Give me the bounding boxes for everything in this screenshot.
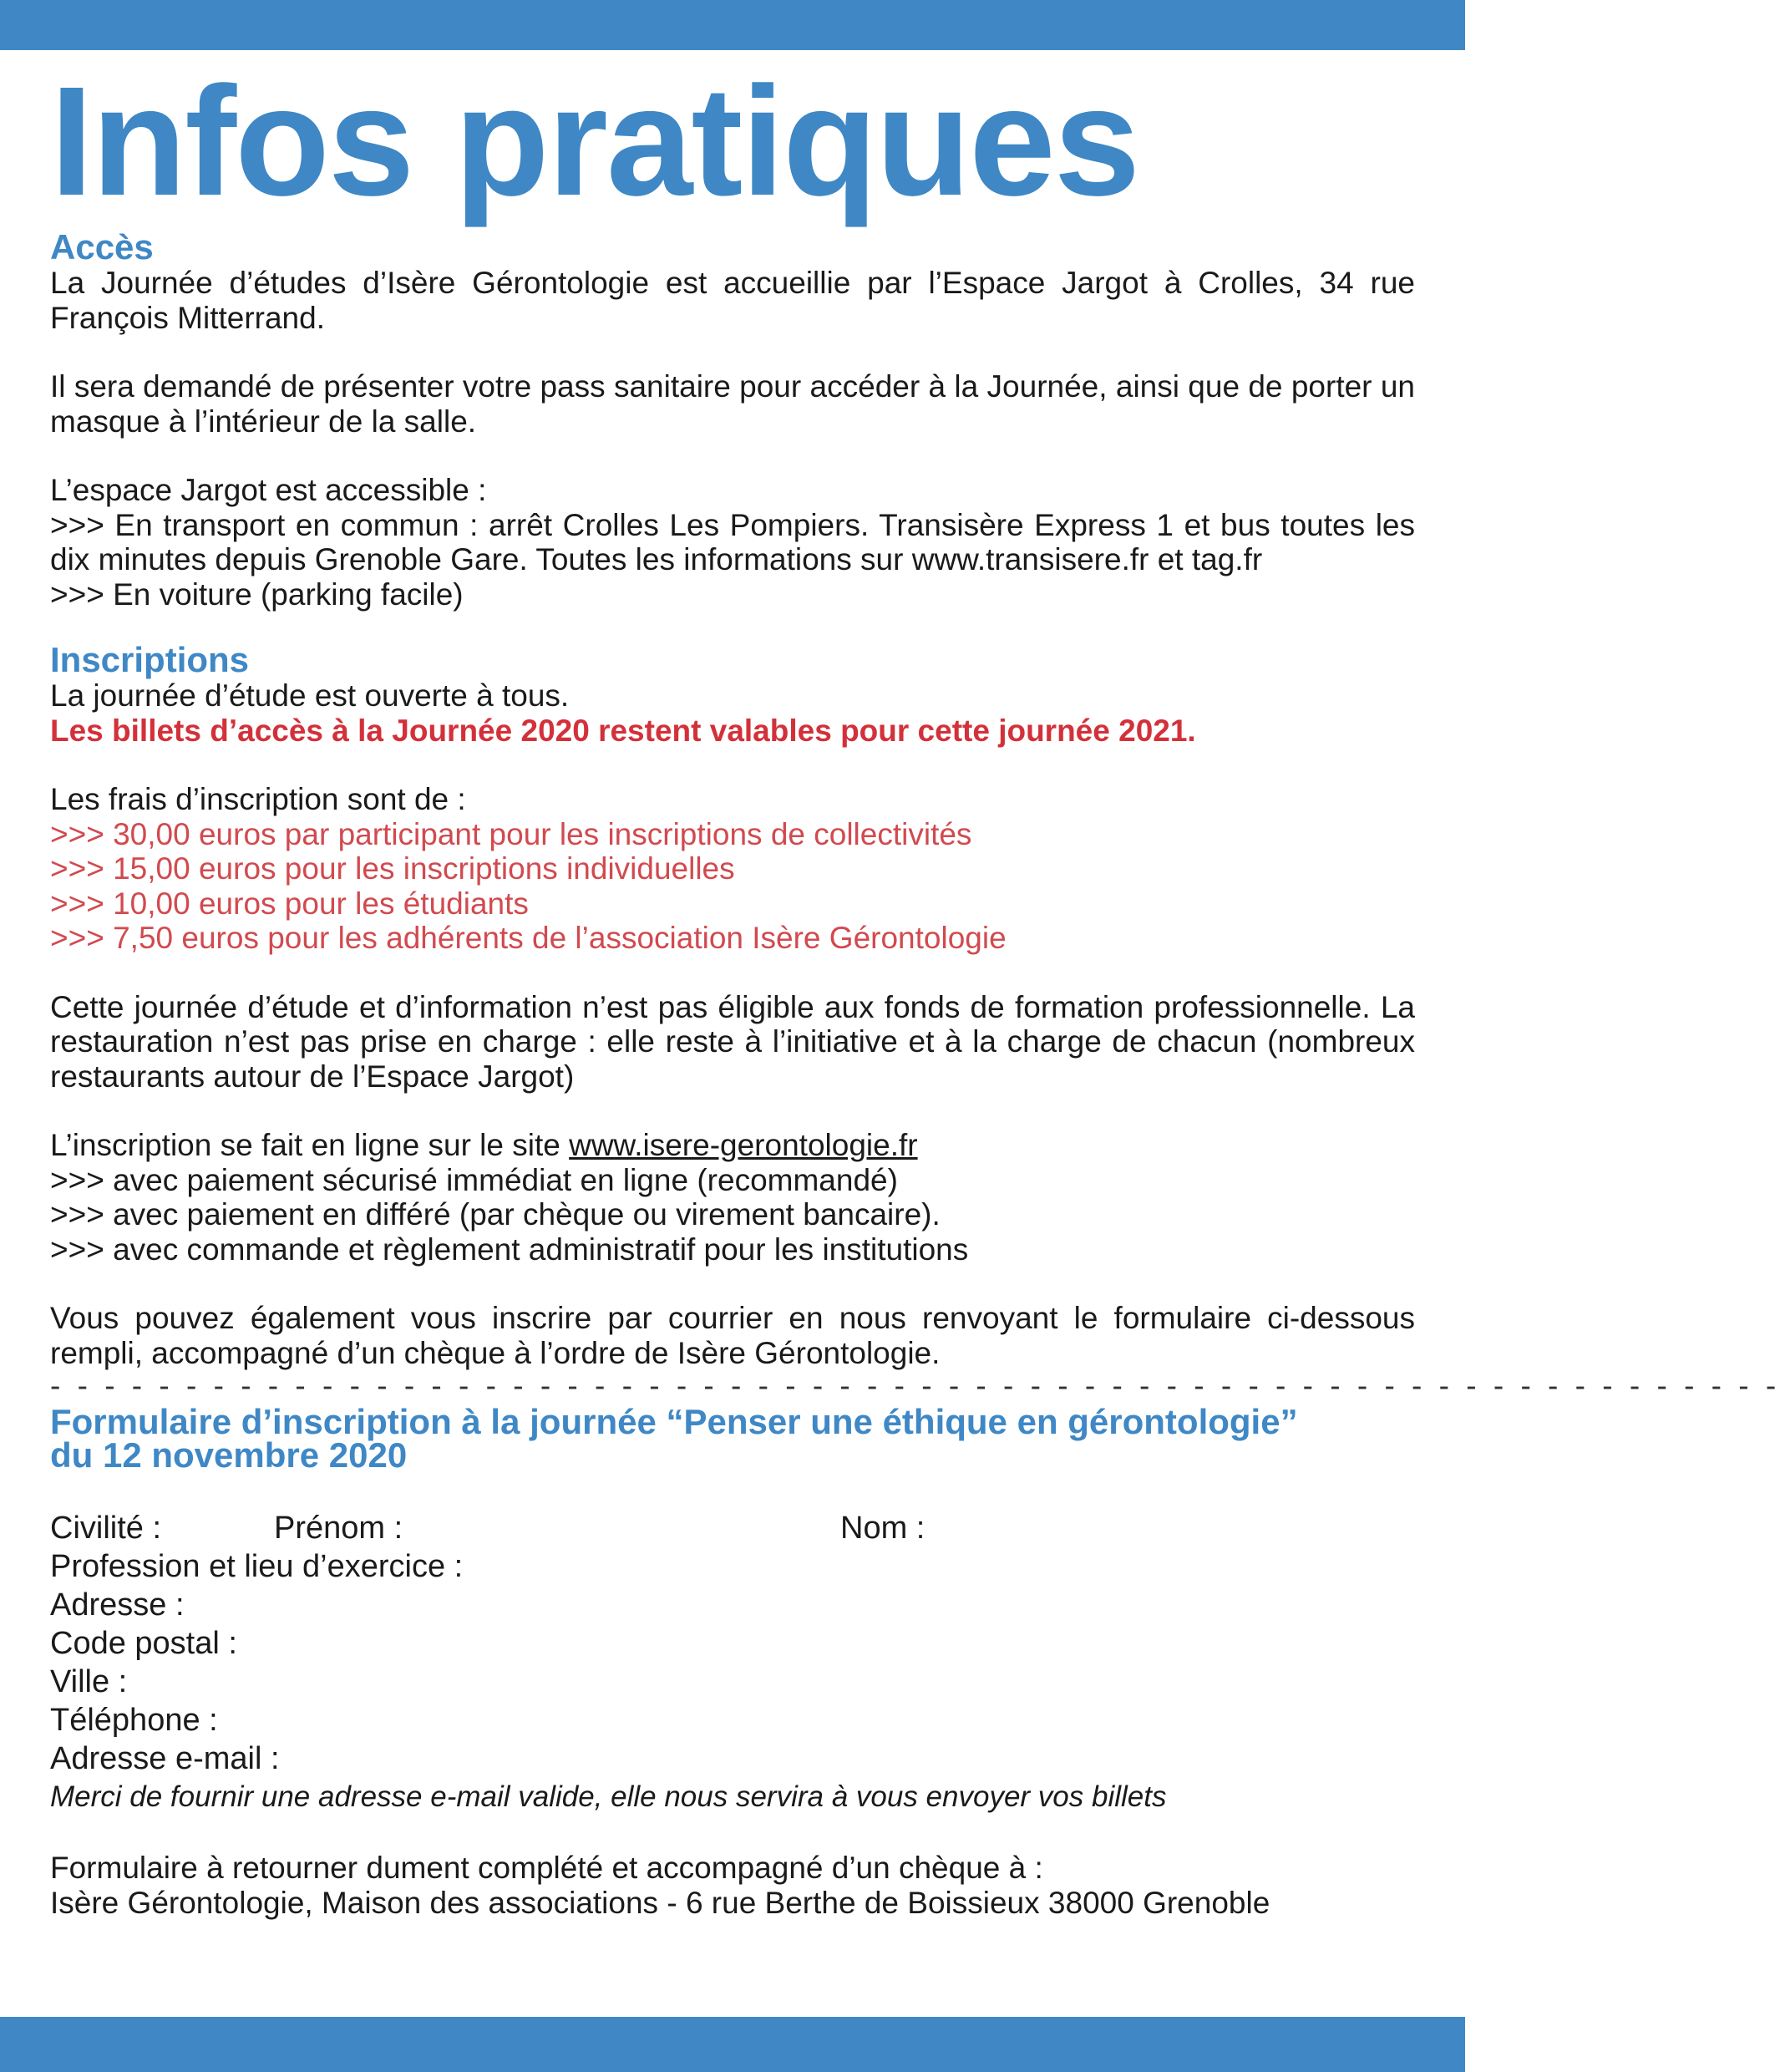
inscriptions-open: La journée d’étude est ouverte à tous.: [50, 678, 570, 713]
telephone-label: Téléphone :: [50, 1703, 218, 1738]
page-content: [50, 55, 1780, 1920]
fee-item: >>> 7,50 euros pour les adhérents de l’association Isère Gérontologie: [50, 921, 1007, 955]
acces-car-item: >>> En voiture (parking facile): [50, 576, 464, 612]
profession-label: Profession et lieu d’exercice :: [50, 1549, 464, 1584]
inscriptions-heading: Inscriptions: [50, 640, 250, 679]
email-label: Adresse e-mail :: [50, 1741, 280, 1776]
page-title: Infos pratiques: [50, 55, 1139, 228]
civility-row: [50, 1509, 1415, 1547]
ville-label: Ville :: [50, 1664, 128, 1699]
online-prefix: L’inscription se fait en ligne sur le site: [50, 1128, 570, 1162]
nom-label: Nom :: [840, 1511, 925, 1546]
return-intro: Formulaire à retourner dument complété et accompagné d’un chèque à :: [50, 1851, 1043, 1885]
top-band: [0, 0, 1465, 50]
cut-separator: - - - - - - - - - - - - - - - - - - - - - - - - - - - - - - - - - - - - - - - - - - - - - - - - - - - - - - - - - - - - - - - -: [50, 1369, 1780, 1403]
prenom-label: Prénom :: [274, 1511, 403, 1546]
form-date: du 12 novembre 2020: [50, 1435, 408, 1475]
acces-transport-item: >>> En transport en commun : arrêt Crolles Les Pompiers. Transisère Express 1 et bus toutes les dix minutes depuis Grenoble Gare. Toutes les informations sur www.transisere.fr et tag.fr: [50, 507, 1415, 576]
inscriptions-tickets-notice: Les billets d’accès à la Journée 2020 restent valables pour cette journée 2021.: [50, 713, 1196, 748]
fee-item: >>> 15,00 euros pour les inscriptions individuelles: [50, 851, 735, 886]
adresse-label: Adresse :: [50, 1587, 185, 1623]
civilite-label: Civilité :: [50, 1511, 162, 1546]
acces-paragraph-1: La Journée d’études d’Isère Gérontologie est accueillie par l’Espace Jargot à Crolles, 34 rue François Mitterrand.: [50, 266, 1415, 335]
eligibility-paragraph: Cette journée d’étude et d’information n’est pas éligible aux fonds de formation professionnelle. La restauration n’est pas prise en charge : elle reste à l’initiative et à la charge de chacun (nombreux restaurants autour de l’Espace Jargot): [50, 989, 1415, 1094]
fee-item: >>> 30,00 euros par participant pour les inscriptions de collectivités: [50, 816, 972, 851]
bottom-band: [0, 2017, 1465, 2072]
online-option: >>> avec paiement sécurisé immédiat en ligne (recommandé): [50, 1162, 898, 1197]
fee-item: >>> 10,00 euros pour les étudiants: [50, 886, 529, 921]
acces-paragraph-2: Il sera demandé de présenter votre pass sanitaire pour accéder à la Journée, ainsi que de porter un masque à l’intérieur de la salle.: [50, 369, 1415, 439]
email-note: Merci de fournir une adresse e-mail valide, elle nous servira à vous envoyer vos billets: [50, 1780, 1167, 1813]
website-link[interactable]: www.isere-gerontologie.fr: [569, 1128, 918, 1162]
form-fields: [50, 1509, 1415, 1816]
postal-registration-paragraph: Vous pouvez également vous inscrire par courrier en nous renvoyant le formulaire ci-dessous rempli, accompagné d’un chèque à l’ordre de Isère Gérontologie.: [50, 1301, 1415, 1370]
acces-heading: Accès: [50, 227, 154, 267]
fees-intro: Les frais d’inscription sont de :: [50, 782, 466, 816]
online-option: >>> avec commande et règlement administratif pour les institutions: [50, 1232, 969, 1267]
code-postal-label: Code postal :: [50, 1626, 237, 1661]
acces-intro: L’espace Jargot est accessible :: [50, 473, 487, 507]
online-option: >>> avec paiement en différé (par chèque ou virement bancaire).: [50, 1197, 941, 1232]
online-registration-line: [50, 1128, 1415, 1163]
form-title: Formulaire d’inscription à la journée “Penser une éthique en gérontologie”: [50, 1402, 1298, 1441]
return-address: Isère Gérontologie, Maison des associations - 6 rue Berthe de Boissieux 38000 Grenoble: [50, 1885, 1270, 1920]
